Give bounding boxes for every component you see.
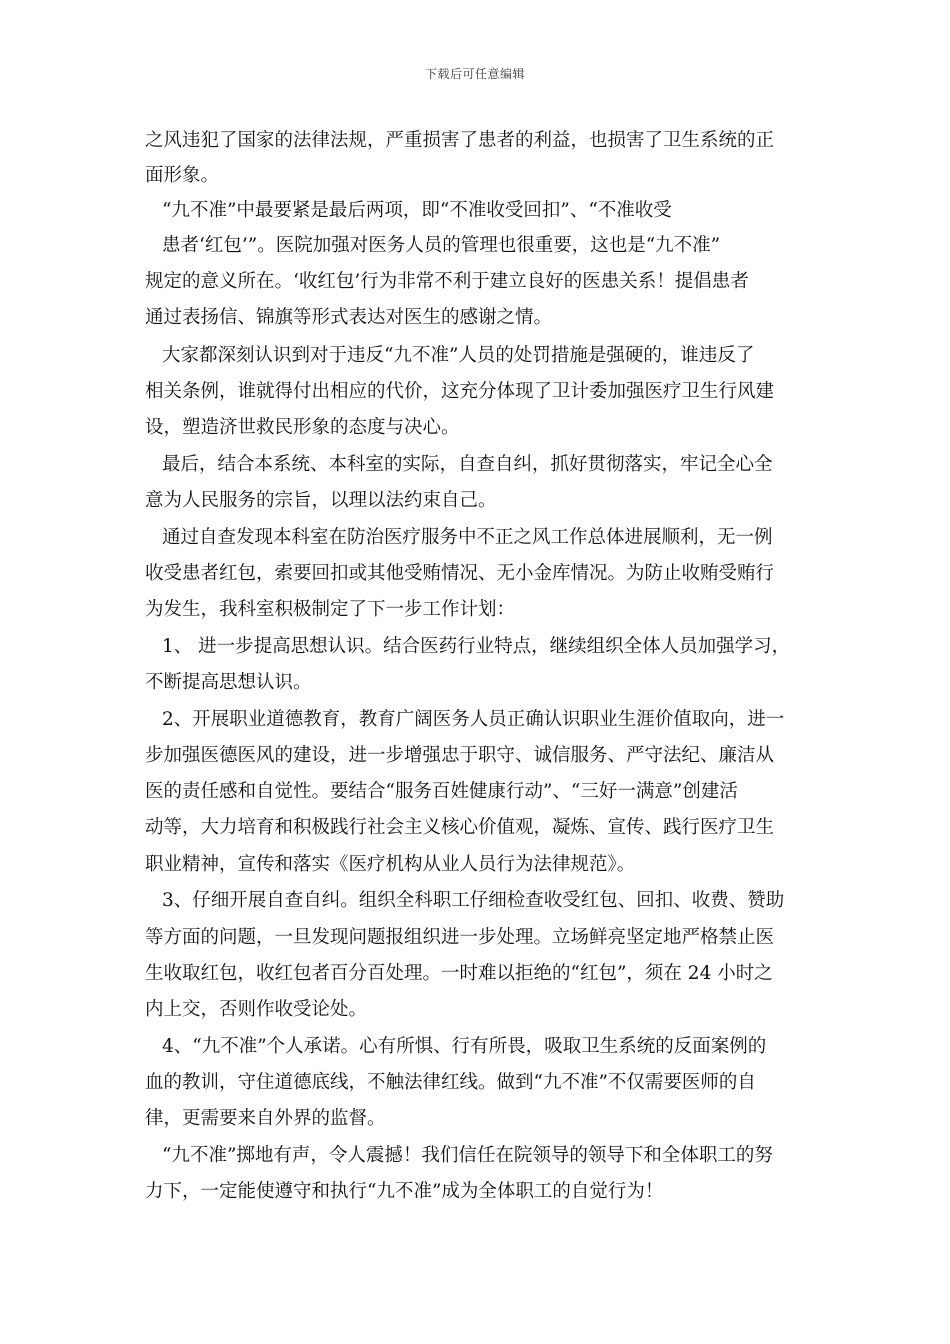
text-line: 最后，结合本系统、本科室的实际，自查自纠，抓好贯彻落实，牢记全心全 [162,454,773,475]
text-line: 血的教训，守住道德底线，不触法律红线。做到“九不准”不仅需要医师的自 [145,1072,756,1093]
text-line: 1、 进一步提高思想认识。结合医药行业特点，继续组织全体人员加强学习， [162,636,791,657]
text-line: 之风违犯了国家的法律法规，严重损害了患者的利益，也损害了卫生系统的正 [145,130,775,151]
text-line: 不断提高思想认识。 [145,672,312,693]
text-line: 等方面的问题，一旦发现问题报组织进一步处理。立场鲜亮坚定地严格禁止医 [145,927,775,948]
text-line: 步加强医德医风的建设，进一步增强忠于职守、诚信服务、严守法纪、廉洁从 [145,745,775,766]
text-line: 大家都深刻认识到对于违反“九不准”人员的处罚措施是强硬的，谁违反了 [162,345,755,366]
text-line: 通过自查发现本科室在防治医疗服务中不正之风工作总体进展顺利，无一例 [162,527,773,548]
text-line: 面形象。 [145,165,220,186]
page-header: 下载后可任意编辑 [424,67,525,81]
text-line: 通过表扬信、锦旗等形式表达对医生的感谢之情。 [145,307,553,328]
text-line: 患者‘红包’”。医院加强对医务人员的管理也很重要，这也是“九不准” [162,235,721,256]
text-line: 为发生，我科室积极制定了下一步工作计划： [145,599,516,620]
text-line: 4、“九不准”个人承诺。心有所惧、行有所畏，吸取卫生系统的反面案例的 [162,1036,767,1057]
text-line: 收受患者红包，索要回扣或其他受贿情况、无小金库情况。为防止收贿受贿行 [145,563,775,584]
text-line: 职业精神，宣传和落实《医疗机构从业人员行为法律规范》。 [145,854,636,875]
text-line: 规定的意义所在。‘收红包’行为非常不利于建立良好的医患关系！提倡患者 [145,271,749,292]
text-line: 内上交，否则作收受论处。 [145,999,368,1020]
text-line: 意为人民服务的宗旨，以理以法约束自己。 [145,490,497,511]
text-line: 力下，一定能使遵守和执行“九不准”成为全体职工的自觉行为！ [145,1181,664,1202]
text-line: 设，塑造济世救民形象的态度与决心。 [145,417,460,438]
text-line: 律，更需要来自外界的监督。 [145,1108,386,1129]
text-line: 3、仔细开展自查自纠。组织全科职工仔细检查收受红包、回扣、收费、赞助 [162,890,785,911]
text-line: 2、开展职业道德教育，教育广阔医务人员正确认识职业生涯价值取向，进一 [162,709,785,730]
text-line: 生收取红包，收红包者百分百处理。一时难以拒绝的“红包”，须在 24 小时之 [145,963,773,984]
text-line: 相关条例，谁就得付出相应的代价，这充分体现了卫计委加强医疗卫生行风建 [145,381,775,402]
text-line: 动等，大力培育和积极践行社会主义核心价值观，凝炼、宣传、践行医疗卫生 [145,817,775,838]
text-line: “九不准”掷地有声，令人震撼！我们信任在院领导的领导下和全体职工的努 [162,1145,773,1166]
text-line: 医的责任感和自觉性。要结合“服务百姓健康行动”、“三好一满意”创建活 [145,781,738,802]
text-line: “九不准”中最要紧是最后两项，即“不准收受回扣”、“不准收受 [162,200,672,221]
